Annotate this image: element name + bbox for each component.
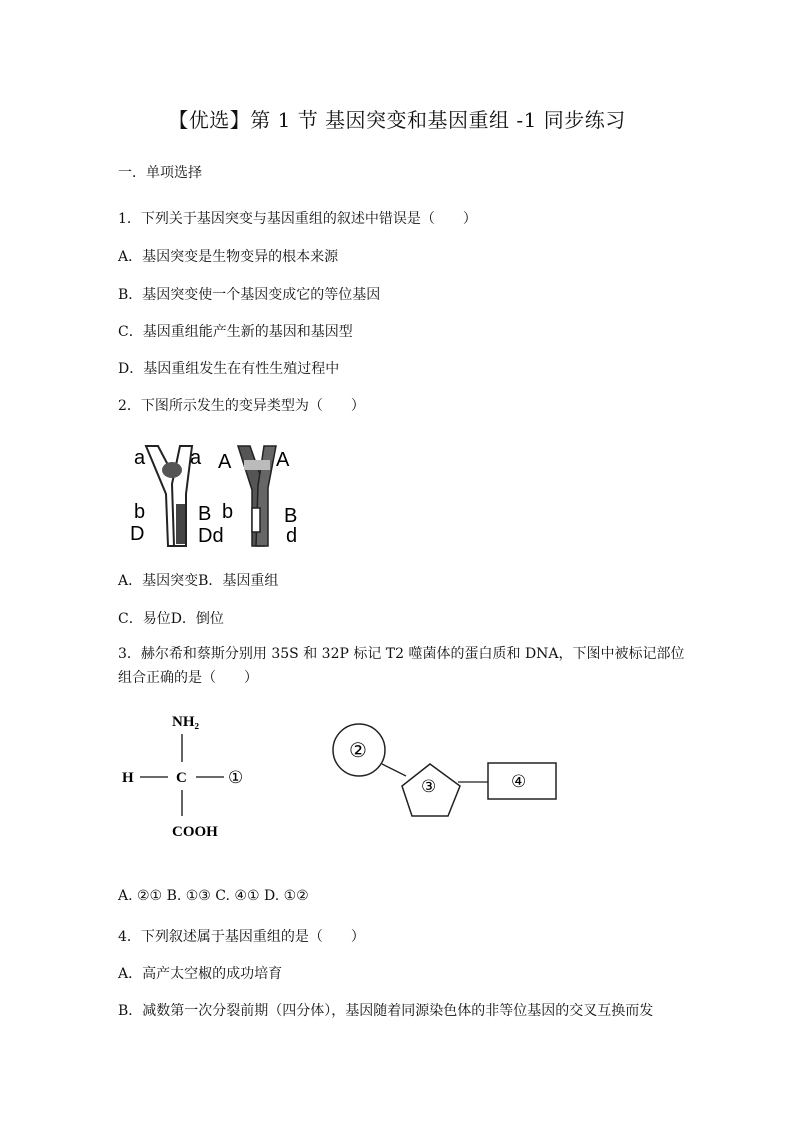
question-1-stem: 1．下列关于基因突变与基因重组的叙述中错误是（ ） [118, 211, 477, 227]
label-B-right: B [284, 505, 298, 527]
chromosome-figure [126, 438, 312, 550]
label-circle-2: ② [349, 740, 367, 762]
label-c: C [176, 770, 187, 786]
question-2-option-ab: A．基因突变B．基因重组 [118, 573, 279, 589]
label-a-right: a [190, 447, 202, 469]
label-circle-4: ④ [511, 772, 527, 791]
question-4-option-a: A．高产太空椒的成功培育 [118, 966, 283, 982]
section-heading: 一．单项选择 [118, 165, 202, 181]
right-chromosome-pair [238, 446, 276, 546]
question-2-option-cd: C．易位D．倒位 [118, 611, 224, 627]
label-A-right: A [276, 449, 290, 471]
label-D-left: D [130, 523, 145, 545]
question-2-stem: 2．下图所示发生的变异类型为（ ） [118, 398, 365, 414]
amino-acid-figure [116, 706, 266, 846]
page-title: 【优选】第 1 节 基因突变和基因重组 -1 同步练习 [168, 108, 626, 132]
question-4-stem: 4．下列叙述属于基因重组的是（ ） [118, 929, 365, 945]
nucleotide-figure [330, 716, 566, 820]
question-1-option-d: D．基因重组发生在有性生殖过程中 [118, 361, 340, 377]
label-h: H [122, 770, 134, 786]
label-circle-1: ① [228, 768, 244, 787]
label-b-mid: b [222, 501, 234, 523]
label-nh2: NH₂ [172, 714, 199, 730]
label-d-right: d [286, 525, 298, 547]
label-a-left: a [134, 447, 146, 469]
label-B-mid: B [198, 503, 212, 525]
question-1-option-a: A．基因突变是生物变异的根本来源 [118, 249, 339, 265]
question-3-options: A. ②① B. ①③ C. ④① D. ①② [118, 888, 309, 904]
question-3-stem: 3．赫尔希和蔡斯分别用 35S 和 32P 标记 T2 噬菌体的蛋白质和 DNA，下图中被标记部位组合正确的是（ ） [118, 646, 685, 686]
left-chromosome-pair [146, 446, 192, 546]
question-1-option-b: B．基因突变使一个基因变成它的等位基因 [118, 287, 381, 303]
label-b-left: b [134, 501, 146, 523]
question-4-option-b: B．减数第一次分裂前期（四分体），基因随着同源染色体的非等位基因的交叉互换而发 [118, 1003, 654, 1019]
label-circle-3: ③ [421, 777, 437, 796]
label-cooh: COOH [172, 824, 218, 840]
label-Dd-mid: Dd [198, 525, 224, 547]
question-1-option-c: C．基因重组能产生新的基因和基因型 [118, 324, 353, 340]
label-A-left: A [218, 451, 232, 473]
